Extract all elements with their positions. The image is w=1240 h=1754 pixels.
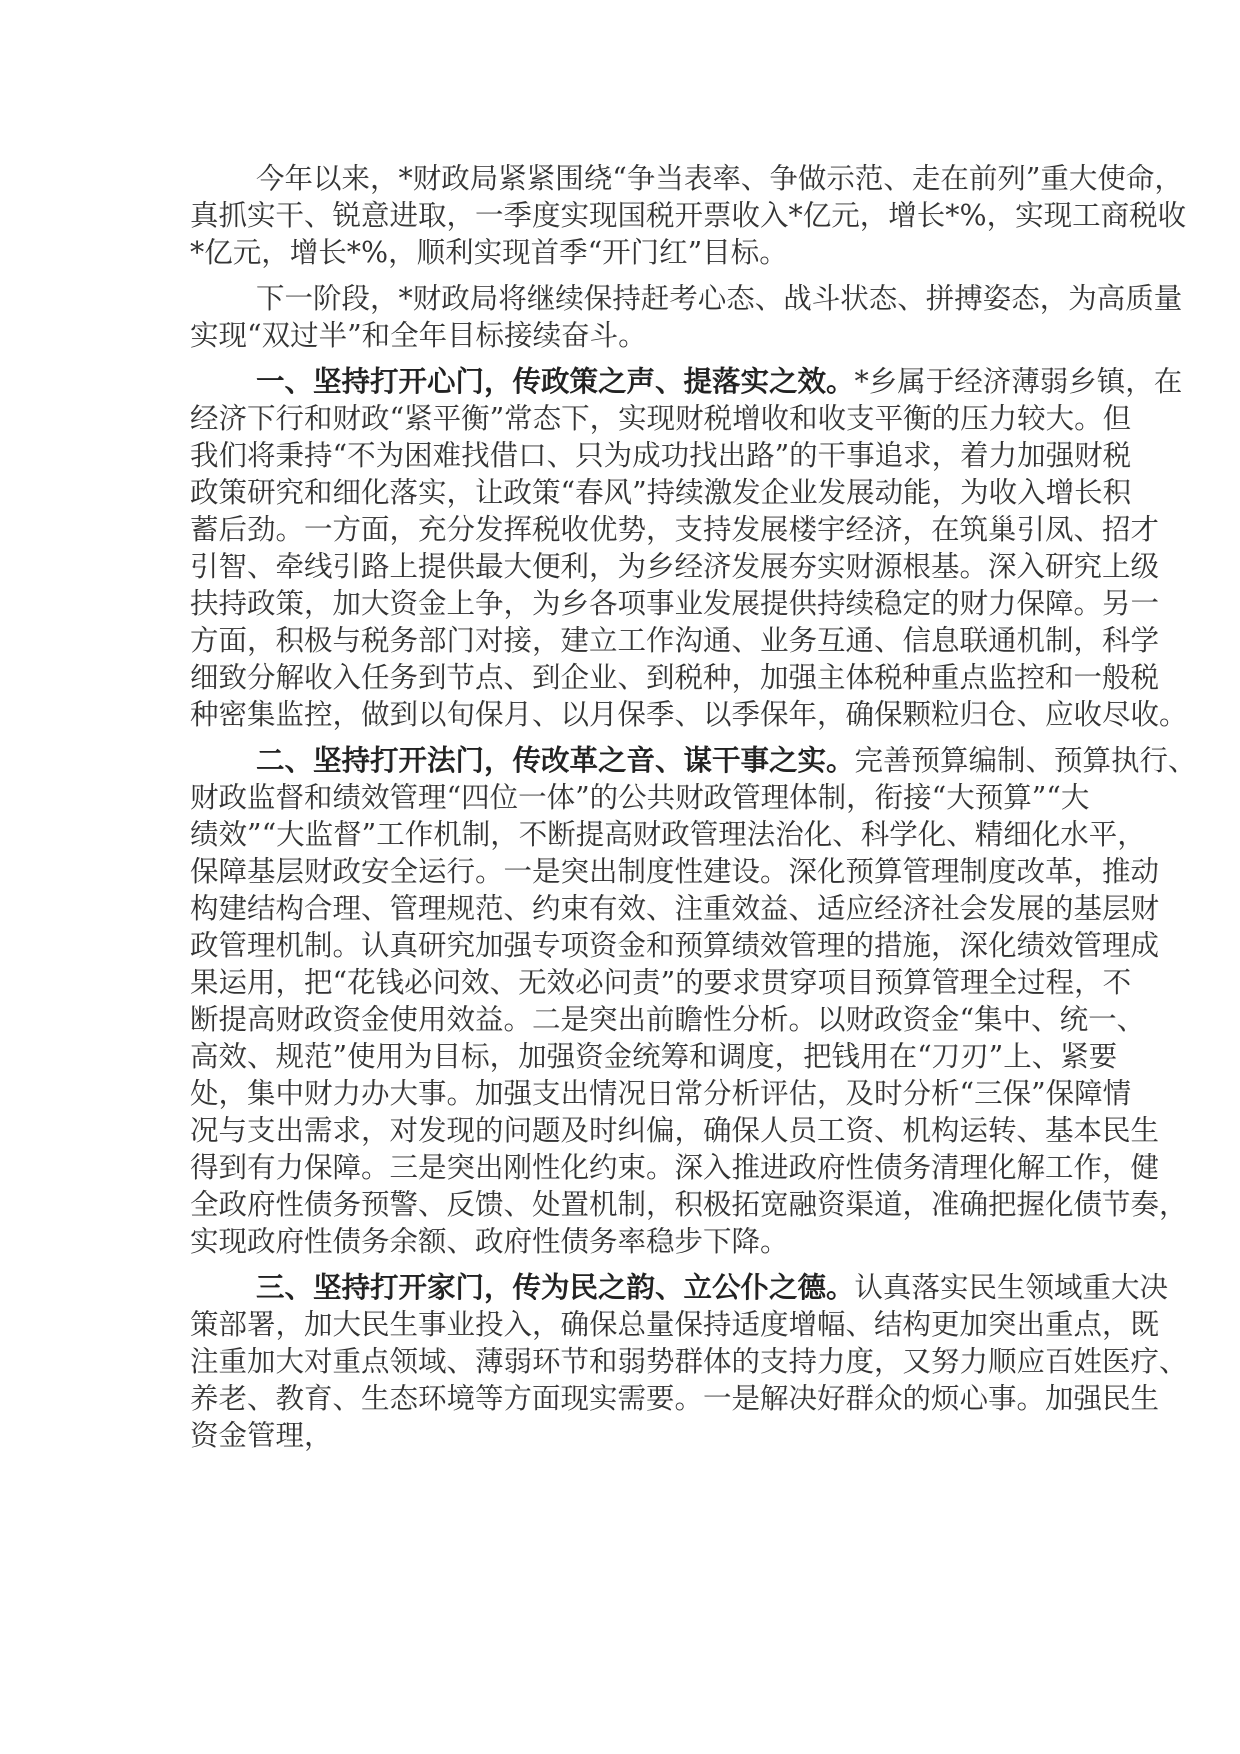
line-text: 经济下行和财政“紧平衡”常态下，实现财税增收和收支平衡的压力较大。但 [190, 402, 1132, 435]
document-page [190, 160, 1197, 1463]
line-text: 况与支出需求，对发现的问题及时纠偏，确保人员工资、机构运转、基本民生 [190, 1114, 1160, 1147]
line-text: 种密集监控，做到以旬保月、以月保季、以季保年，确保颗粒归仓、应收尽收。 [190, 698, 1188, 731]
line-text: 注重加大对重点领域、薄弱环节和弱势群体的支持力度，又努力顺应百姓医疗、 [190, 1345, 1188, 1378]
section-heading: 二、坚持打开法门，传改革之音、谋干事之实。 [256, 743, 855, 777]
text-line [190, 1417, 1056, 1454]
line-text: 断提高财政资金使用效益。二是突出前瞻性分析。以财政资金“集中、统一、 [190, 1003, 1146, 1036]
line-text: 实现“双过半”和全年目标接续奋斗。 [190, 319, 647, 352]
line-text: 养老、教育、生态环境等方面现实需要。一是解决好群众的烦心事。加强民生 [190, 1382, 1160, 1415]
paragraph [190, 160, 1187, 271]
text-line [190, 234, 1056, 271]
text-line [190, 585, 1160, 622]
line-text: 得到有力保障。三是突出刚性化约束。深入推进政府性债务清理化解工作，健 [190, 1151, 1160, 1184]
paragraph [190, 1269, 1188, 1454]
text-line [190, 1112, 1160, 1149]
paragraph [190, 363, 1188, 733]
line-text: 资金管理， [190, 1419, 333, 1452]
text-line [190, 474, 1132, 511]
text-line [190, 696, 1188, 733]
line-text: 高效、规范”使用为目标，加强资金统筹和调度，把钱用在“刀刃”上、紧要 [190, 1040, 1118, 1073]
line-text: 政管理机制。认真研究加强专项资金和预算绩效管理的措施，深化绩效管理成 [190, 929, 1160, 962]
line-text: 全政府性债务预警、反馈、处置机制，积极拓宽融资渠道，准确把握化债节奏， [190, 1188, 1188, 1221]
line-text: 扶持政策，加大资金上争，为乡各项事业发展提供持续稳定的财力保障。另一 [190, 587, 1160, 620]
text-line [190, 437, 1132, 474]
text-line [190, 1075, 1132, 1112]
line-text: *乡属于经济薄弱乡镇，在 [854, 365, 1183, 398]
text-line [190, 1343, 1188, 1380]
text-line [190, 400, 1132, 437]
line-text: 真抓实干、锐意进取，一季度实现国税开票收入*亿元，增长*%，实现工商税收 [190, 199, 1187, 232]
text-line [190, 1306, 1160, 1343]
text-line [190, 659, 1160, 696]
text-line [190, 1149, 1160, 1186]
line-text: 构建结构合理、管理规范、约束有效、注重效益、适应经济社会发展的基层财 [190, 892, 1160, 925]
text-line [190, 1380, 1160, 1417]
text-line [190, 1001, 1146, 1038]
text-line [190, 927, 1160, 964]
text-line [190, 816, 1146, 853]
text-line [190, 280, 1183, 317]
line-text: 策部署，加大民生事业投入，确保总量保持适度增幅、结构更加突出重点，既 [190, 1308, 1160, 1341]
line-text: 实现政府性债务余额、政府性债务率稳步下降。 [190, 1225, 789, 1258]
line-text: 我们将秉持“不为困难找借口、只为成功找出路”的干事追求，着力加强财税 [190, 439, 1132, 472]
text-line [190, 1186, 1188, 1223]
text-line [190, 197, 1187, 234]
text-line [190, 964, 1132, 1001]
line-text: 财政监督和绩效管理“四位一体”的公共财政管理体制，衔接“大预算”“大 [190, 781, 1090, 814]
line-text: 处，集中财力办大事。加强支出情况日常分析评估，及时分析“三保”保障情 [190, 1077, 1132, 1110]
text-line [190, 160, 1183, 197]
line-text: 认真落实民生领域重大决 [854, 1271, 1169, 1304]
text-line [190, 363, 1183, 400]
line-text: 绩效”“大监督”工作机制，不断提高财政管理法治化、科学化、精细化水平， [190, 818, 1146, 851]
text-line [190, 548, 1160, 585]
text-line [190, 1269, 1169, 1306]
text-line [190, 779, 1090, 816]
text-line [190, 622, 1160, 659]
line-text: 蓄后劲。一方面，充分发挥税收优势，支持发展楼宇经济，在筑巢引凤、招才 [190, 513, 1160, 546]
line-text: 细致分解收入任务到节点、到企业、到税种，加强主体税种重点监控和一般税 [190, 661, 1160, 694]
line-text: 政策研究和细化落实，让政策“春风”持续激发企业发展动能，为收入增长积 [190, 476, 1132, 509]
line-text: *亿元，增长*%，顺利实现首季“开门红”目标。 [190, 236, 788, 269]
line-text: 完善预算编制、预算执行、 [854, 744, 1197, 777]
text-line [190, 511, 1160, 548]
line-text: 下一阶段，*财政局将继续保持赶考心态、战斗状态、拼搏姿态，为高质量 [256, 282, 1183, 315]
line-text: 引智、牵线引路上提供最大便利，为乡经济发展夯实财源根基。深入研究上级 [190, 550, 1160, 583]
section-heading: 一、坚持打开心门，传政策之声、提落实之效。 [256, 364, 855, 398]
text-line [190, 1223, 1056, 1260]
text-line [190, 853, 1160, 890]
text-line [190, 742, 1197, 779]
paragraph [190, 280, 1183, 354]
text-line [190, 1038, 1118, 1075]
paragraph [190, 742, 1197, 1260]
line-text: 今年以来，*财政局紧紧围绕“争当表率、争做示范、走在前列”重大使命， [256, 162, 1183, 195]
text-line [190, 890, 1160, 927]
section-heading: 三、坚持打开家门，传为民之韵、立公仆之德。 [256, 1270, 855, 1304]
text-line [190, 317, 1056, 354]
line-text: 果运用，把“花钱必问效、无效必问责”的要求贯穿项目预算管理全过程，不 [190, 966, 1132, 999]
line-text: 方面，积极与税务部门对接，建立工作沟通、业务互通、信息联通机制，科学 [190, 624, 1160, 657]
line-text: 保障基层财政安全运行。一是突出制度性建设。深化预算管理制度改革，推动 [190, 855, 1160, 888]
